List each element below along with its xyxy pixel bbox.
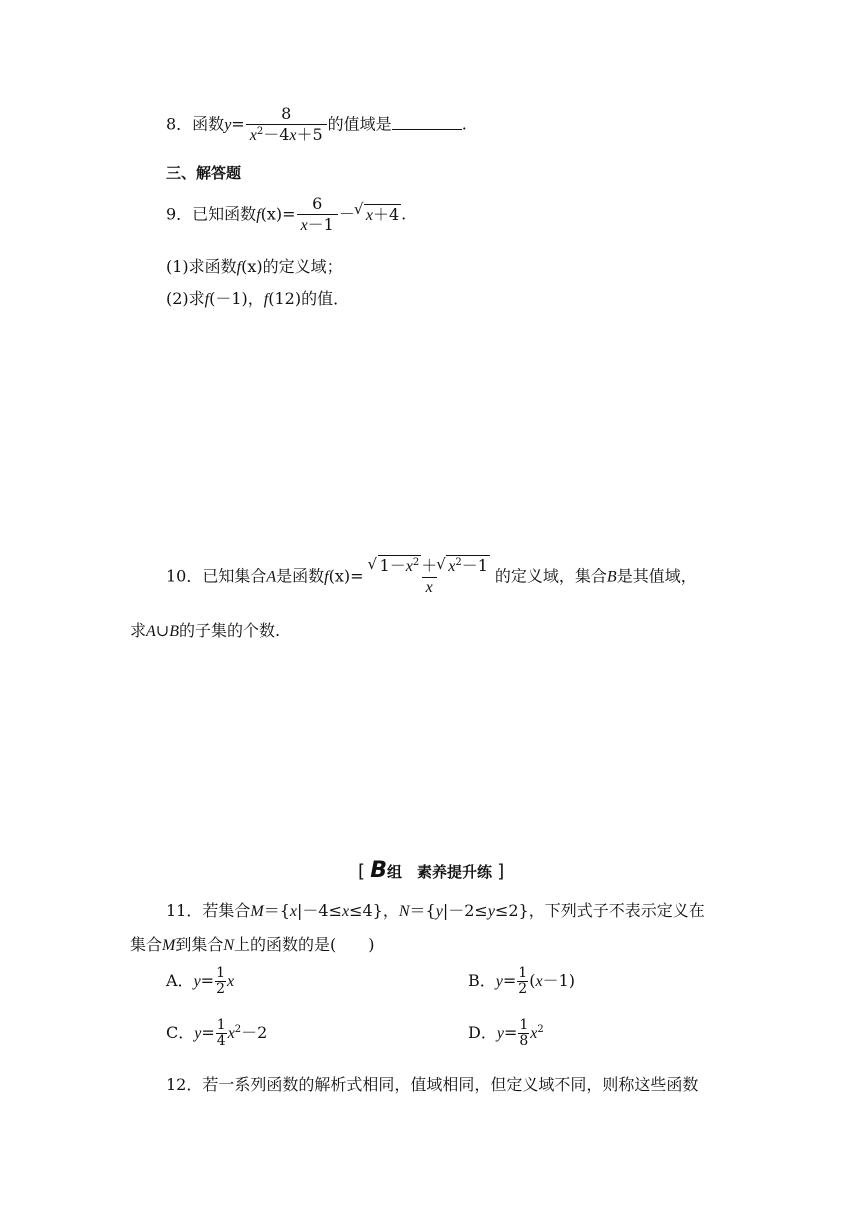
q8-numerator: 8 [281, 104, 292, 123]
question-9-part-1: (1)求函数f(x)的定义域； [166, 257, 343, 276]
option-b[interactable]: B．y= $\frac{1}{2}$ (x－1) [468, 965, 575, 997]
group-b-letter: B [370, 858, 388, 883]
q8-fraction [246, 104, 327, 146]
q9-sqrt: √ x＋4 [355, 202, 401, 225]
group-b-header: [ B组 素养提升练 ] [358, 858, 505, 883]
option-d[interactable]: D．y= $\frac{1}{8}$ $x^2$ [468, 1017, 544, 1049]
q9-fraction: $\frac{6}{x-1}$ [297, 194, 338, 236]
question-12: 12．若一系列函数的解析式相同，值域相同，但定义域不同，则称这些函数 [166, 1075, 699, 1094]
question-9: 9．已知函数f(x)= $\frac{6}{x-1}$ －√ x＋4 . [166, 194, 406, 236]
q8-tail: 的值域是 [327, 114, 392, 134]
question-11-line-2: 集合M到集合N上的函数的是( ) [130, 935, 375, 954]
question-9-part-2: (2)求f(－1)，f(12)的值． [166, 289, 350, 308]
question-8: 8．函数y= $\frac{8}{x^2-4x+5}$ 的值域是 . [166, 104, 467, 144]
section-heading: 三、解答题 [166, 164, 242, 182]
group-b-label: 组 素养提升练 [387, 863, 493, 881]
q8-var-y: y [224, 116, 232, 134]
question-11: 11．若集合M＝{x|－4≤x≤4}，N＝{y|－2≤y≤2}，下列式子不表示定义在 [166, 901, 705, 920]
question-10: 10．已知集合A是函数f(x)= √ $\frac{1-x^2 +√ x^2-1}{x}$ 的定义域，集合B是其值域， [166, 556, 697, 598]
question-10-line-2: 求A∪B的子集的个数. [130, 621, 281, 640]
option-c[interactable]: C．y= $\frac{1}{4}$ $x^2-2$ [166, 1017, 268, 1049]
q8-equals: = [231, 114, 245, 134]
q10-fraction: √ $\frac{1-x^2 +√ x^2-1}{x}$ [365, 556, 494, 598]
q8-denominator: $x^2-4x+5$ [246, 124, 327, 146]
q8-number: 8．函数 [166, 114, 225, 134]
option-a[interactable]: A．y= $\frac{1}{2}$ x [166, 965, 235, 997]
q8-answer-blank [392, 115, 462, 130]
